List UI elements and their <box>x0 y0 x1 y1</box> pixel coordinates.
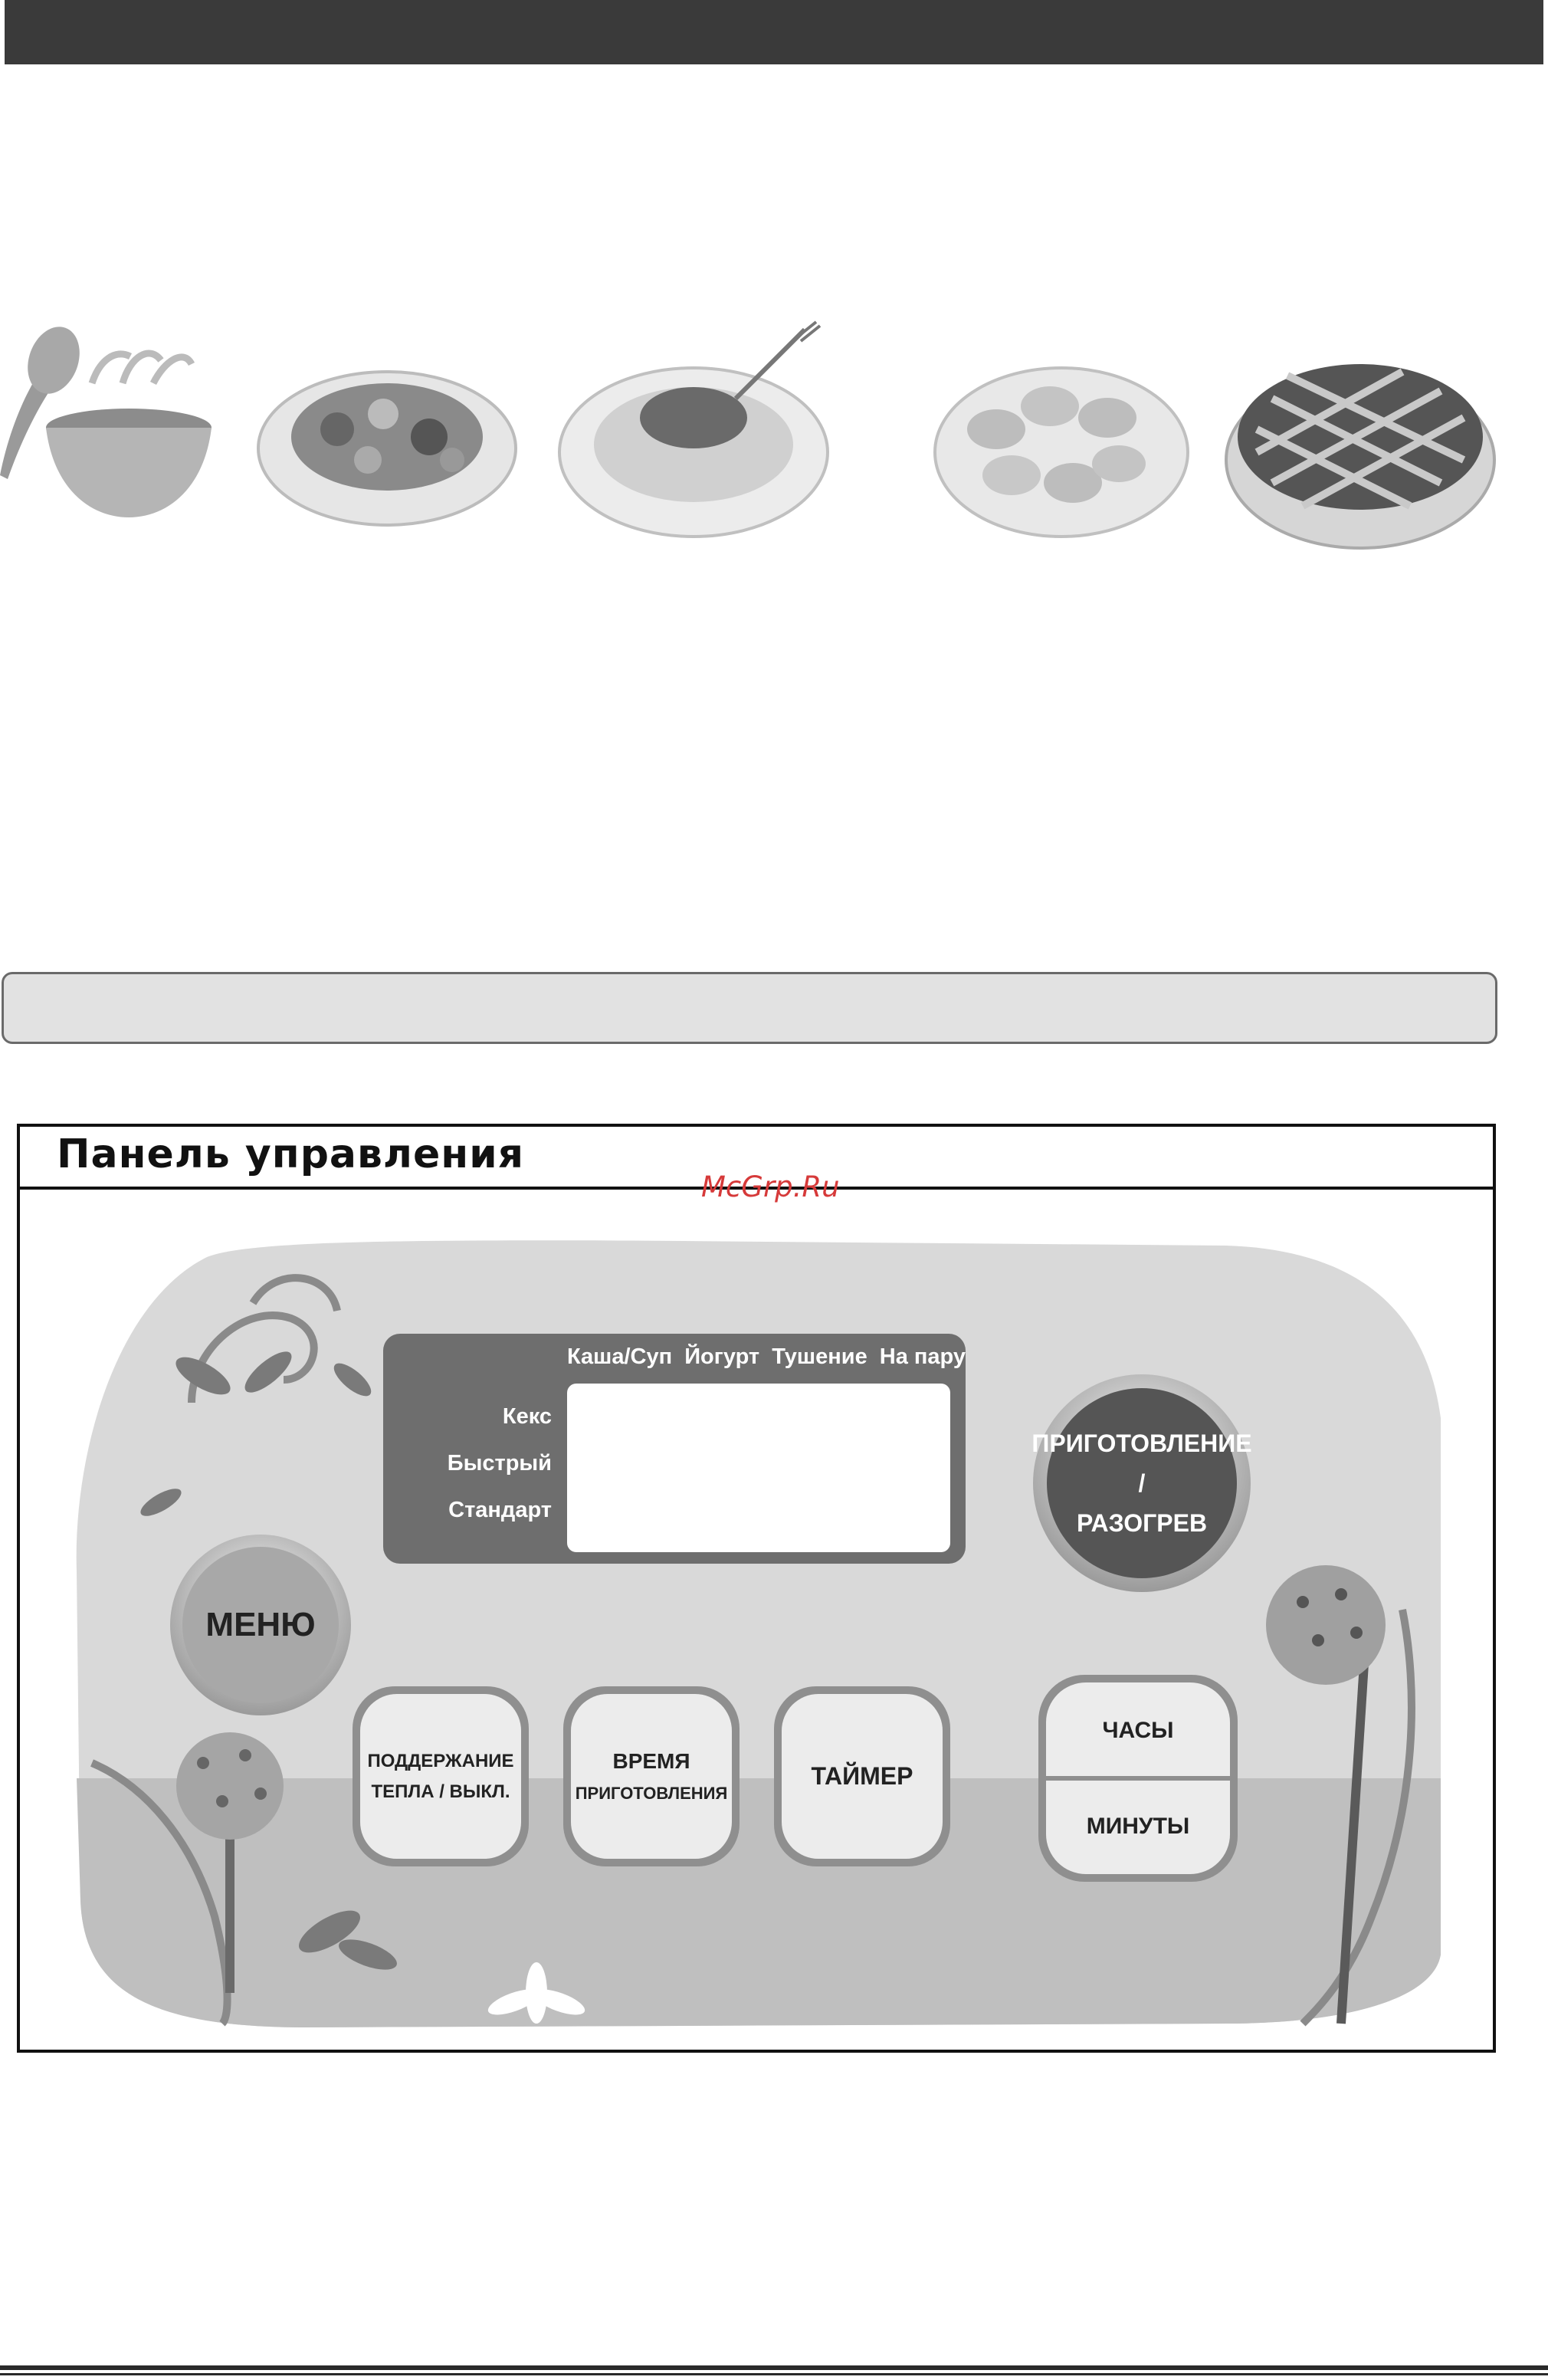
menu-button[interactable] <box>182 1594 339 1656</box>
spaghetti-plate-icon <box>559 322 828 537</box>
lcd-mode-porridge-soup: Каша/Суп <box>567 1344 673 1369</box>
menu-button-label: МЕНЮ <box>205 1606 316 1643</box>
cook-reheat-label-line1: ПРИГОТОВЛЕНИЕ / <box>1031 1430 1252 1497</box>
lcd-mode-stew: Тушение <box>772 1344 867 1369</box>
cook-time-button[interactable] <box>571 1694 732 1859</box>
cook-reheat-button[interactable] <box>1033 1424 1251 1542</box>
hours-button-label: ЧАСЫ <box>1102 1717 1174 1743</box>
lcd-mode-steam: На пару <box>879 1344 966 1369</box>
dumplings-plate-icon <box>935 368 1188 537</box>
lcd-mode-standard: Стандарт <box>448 1498 552 1522</box>
keep-warm-off-button[interactable] <box>360 1694 521 1859</box>
timer-button[interactable] <box>782 1694 943 1859</box>
stew-plate-icon <box>258 372 516 525</box>
cook-reheat-label-line2: РАЗОГРЕВ <box>1076 1509 1208 1537</box>
footer-rule <box>0 2365 1548 2370</box>
footer-rule-thin <box>0 2373 1548 2375</box>
timer-button-label: ТАЙМЕР <box>811 1762 913 1790</box>
lcd-mode-cake: Кекс <box>502 1404 552 1429</box>
lcd-mode-row <box>567 1344 966 1370</box>
minutes-button-label: МИНУТЫ <box>1086 1813 1190 1839</box>
section-bar <box>2 972 1497 1044</box>
keep-warm-label-line1: ПОДДЕРЖАНИЕ <box>367 1750 514 1771</box>
control-panel-title: Панель управления <box>57 1131 525 1177</box>
lcd-mode-yogurt: Йогурт <box>684 1344 760 1369</box>
minutes-button[interactable] <box>1046 1778 1230 1874</box>
header-bar <box>5 0 1543 64</box>
watermark: McGrp.Ru <box>701 1170 840 1203</box>
cook-time-label-line1: ВРЕМЯ <box>612 1748 690 1773</box>
hours-button[interactable] <box>1046 1682 1230 1778</box>
soup-bowl-icon <box>0 320 212 517</box>
pie-icon <box>1226 364 1494 548</box>
lcd-mode-quick: Быстрый <box>447 1451 552 1476</box>
cook-time-label-line2: ПРИГОТОВЛЕНИЯ <box>575 1783 728 1803</box>
food-illustrations <box>0 314 1548 560</box>
lcd-screen <box>567 1384 950 1552</box>
keep-warm-label-line2: ТЕПЛА / ВЫКЛ. <box>371 1781 510 1802</box>
